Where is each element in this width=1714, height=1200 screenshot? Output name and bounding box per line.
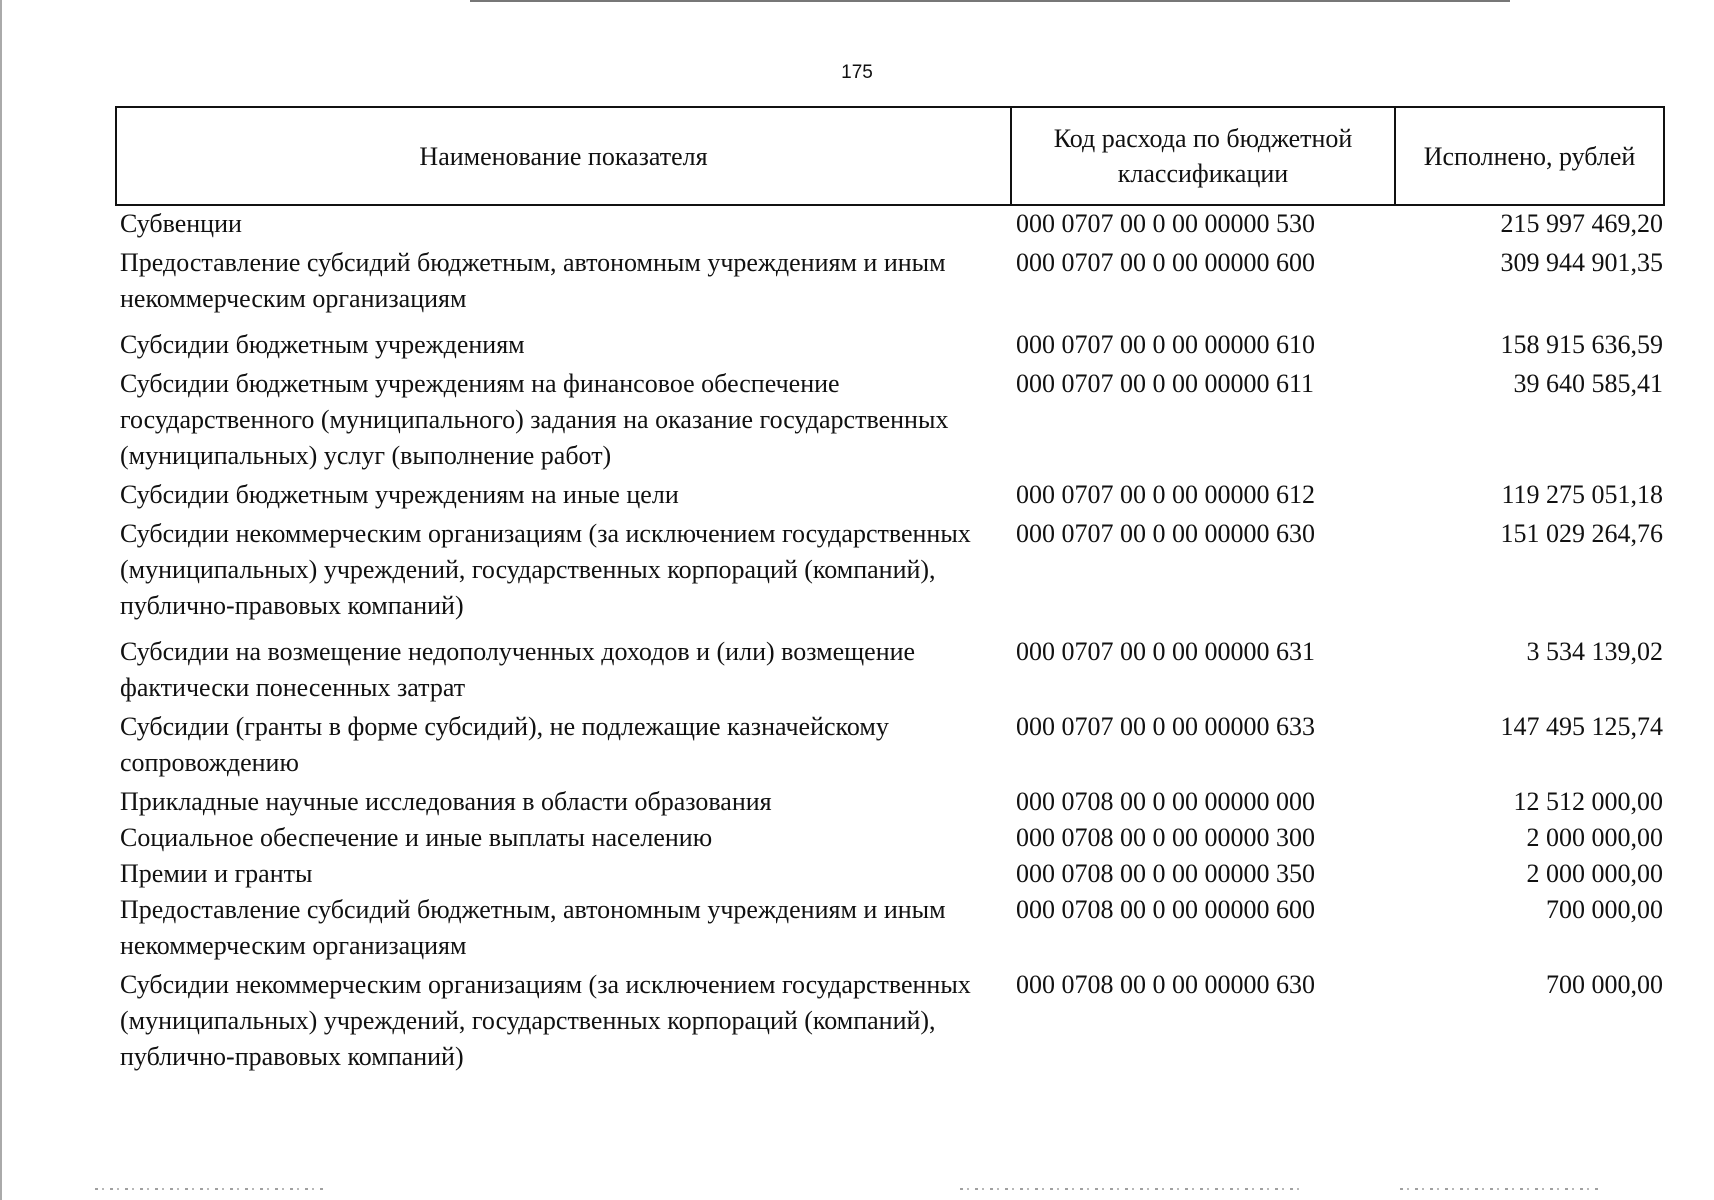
row-name: Премии и гранты — [120, 859, 313, 888]
row-name: Субсидии бюджетным учреждениям на иные цели — [120, 480, 679, 509]
header-name-column: Наименование показателя — [117, 108, 1012, 204]
row-code: 000 0707 00 0 00 00000 611 — [1016, 369, 1315, 398]
row-amount: 2 000 000,00 — [1526, 859, 1663, 888]
row-name: Субсидии бюджетным учреждениям на финансовое обеспечение государственного (муниципального) задания на оказание государственных (муниципальных) услуг (выполнение работ) — [120, 369, 949, 470]
row-amount: 119 275 051,18 — [1501, 480, 1663, 509]
row-amount: 215 997 469,20 — [1500, 209, 1663, 238]
table-row — [115, 366, 1665, 474]
row-amount: 2 000 000,00 — [1526, 823, 1663, 852]
table-row — [115, 892, 1665, 964]
row-code: 000 0708 00 0 00 00000 300 — [1016, 823, 1315, 852]
table-row — [115, 477, 1665, 513]
scan-artifact-bottom-noise — [960, 1188, 1300, 1190]
row-amount: 151 029 264,76 — [1500, 519, 1663, 548]
table-row — [115, 245, 1665, 317]
row-code: 000 0707 00 0 00 00000 612 — [1016, 480, 1315, 509]
table-row — [115, 327, 1665, 363]
scan-artifact-left-edge — [0, 0, 2, 1200]
scan-artifact-bottom-noise — [95, 1188, 325, 1190]
row-amount: 700 000,00 — [1546, 895, 1663, 924]
row-code: 000 0708 00 0 00 00000 350 — [1016, 859, 1315, 888]
row-name: Субсидии бюджетным учреждениям — [120, 330, 525, 359]
table-row — [115, 634, 1665, 706]
row-name: Социальное обеспечение и иные выплаты населению — [120, 823, 713, 852]
row-code: 000 0707 00 0 00 00000 631 — [1016, 637, 1315, 666]
row-name: Прикладные научные исследования в области образования — [120, 787, 772, 816]
row-code: 000 0708 00 0 00 00000 000 — [1016, 787, 1315, 816]
page-number: 175 — [841, 62, 873, 83]
row-code: 000 0707 00 0 00 00000 630 — [1016, 519, 1315, 548]
row-code: 000 0707 00 0 00 00000 610 — [1016, 330, 1315, 359]
row-amount: 309 944 901,35 — [1500, 248, 1663, 277]
row-code: 000 0707 00 0 00 00000 530 — [1016, 209, 1315, 238]
row-amount: 158 915 636,59 — [1500, 330, 1663, 359]
table-header — [115, 106, 1665, 206]
row-amount: 700 000,00 — [1546, 970, 1663, 999]
row-amount: 12 512 000,00 — [1513, 787, 1663, 816]
row-code: 000 0707 00 0 00 00000 600 — [1016, 248, 1315, 277]
table-row — [115, 709, 1665, 781]
row-name: Субвенции — [120, 209, 242, 238]
table-row — [115, 516, 1665, 624]
row-name: Субсидии на возмещение недополученных доходов и (или) возмещение фактически понесенных затрат — [120, 637, 916, 702]
table-body — [115, 206, 1665, 1075]
table-row — [115, 856, 1665, 892]
table-row — [115, 820, 1665, 856]
row-amount: 3 534 139,02 — [1526, 637, 1663, 666]
header-amount-column: Исполнено, рублей — [1423, 141, 1636, 171]
row-name: Предоставление субсидий бюджетным, автономным учреждениям и иным некоммерческим организациям — [120, 895, 946, 960]
row-code: 000 0708 00 0 00 00000 630 — [1016, 970, 1315, 999]
row-amount: 39 640 585,41 — [1513, 369, 1663, 398]
row-name: Субсидии некоммерческим организациям (за исключением государственных (муниципальных) учреждений, государственных корпораций (компаний), публично-правовых компаний) — [120, 970, 971, 1071]
header-code-column: Код расхода по бюджетной классификации — [1012, 108, 1396, 204]
table-row — [115, 967, 1665, 1075]
table-row — [115, 784, 1665, 820]
row-code: 000 0707 00 0 00 00000 633 — [1016, 712, 1315, 741]
row-name: Субсидии некоммерческим организациям (за исключением государственных (муниципальных) учреждений, государственных корпораций (компаний), публично-правовых компаний) — [120, 519, 971, 620]
scan-artifact-top-line — [470, 0, 1510, 2]
scan-artifact-bottom-noise — [1400, 1188, 1600, 1190]
row-code: 000 0708 00 0 00 00000 600 — [1016, 895, 1315, 924]
row-amount: 147 495 125,74 — [1500, 712, 1663, 741]
table-row — [115, 206, 1665, 242]
row-name: Предоставление субсидий бюджетным, автономным учреждениям и иным некоммерческим организациям — [120, 248, 946, 313]
row-name: Субсидии (гранты в форме субсидий), не подлежащие казначейскому сопровождению — [120, 712, 889, 777]
